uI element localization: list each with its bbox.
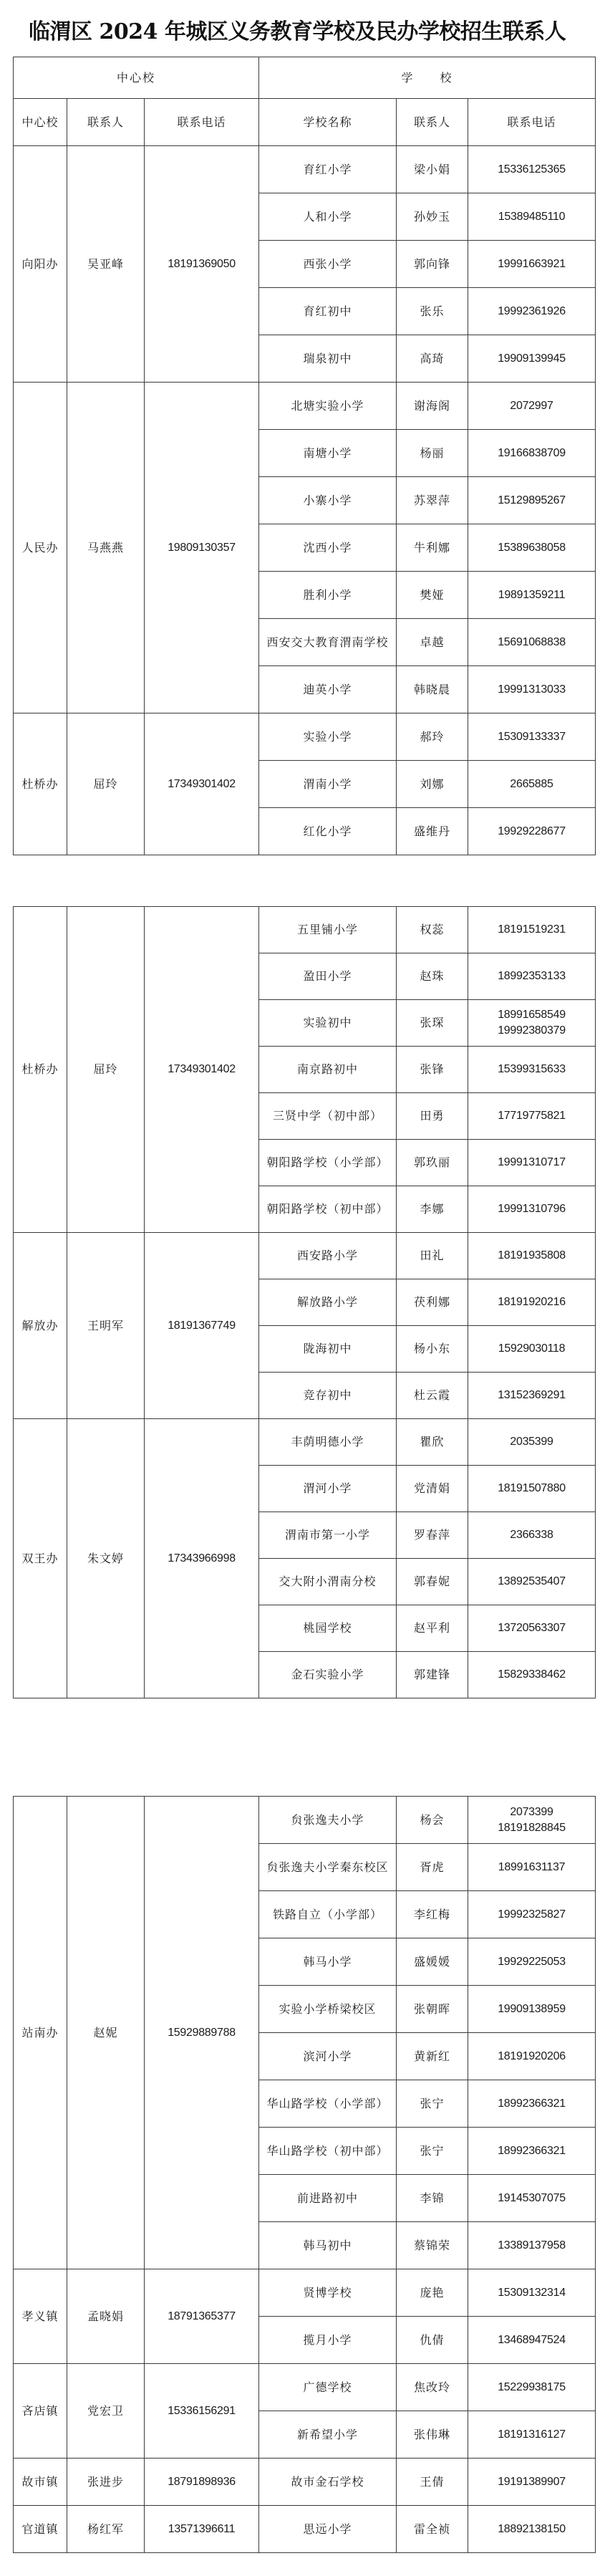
school-name: 红化小学 [259,808,397,855]
school-contact-phone [468,2506,596,2553]
table-row [14,907,596,953]
school-contact-phone [468,430,596,477]
school-contact-person: 谢海阁 [397,383,468,430]
school-contact-phone [468,907,596,953]
school-contact-person: 郝玲 [397,713,468,761]
school-name: 故市金石学校 [259,2459,397,2506]
school-contact-person: 赵平利 [397,1605,468,1652]
school-contact-phone [468,2459,596,2506]
school-contact-phone [468,619,596,666]
school-contact-phone [468,1891,596,1938]
school-contact-person: 赵珠 [397,953,468,1000]
center-school-name: 故市镇 [14,2459,67,2506]
school-contact-phone [468,1186,596,1233]
table-row [14,2364,596,2411]
school-name: 华山路学校（初中部） [259,2128,397,2175]
phone-number: 19929225053 [498,1955,566,1968]
school-name: 北塘实验小学 [259,383,397,430]
school-name: 华山路学校（小学部） [259,2080,397,2128]
school-name: 金石实验小学 [259,1652,397,1698]
school-contact-phone [468,1233,596,1279]
phone-number: 15691068838 [498,635,566,648]
school-name: 瑞泉初中 [259,335,397,383]
contact-table-2 [13,906,596,1698]
table-row [14,1233,596,1279]
school-contact-person: 庞艳 [397,2269,468,2317]
school-name: 迪英小学 [259,666,397,713]
school-contact-person: 李红梅 [397,1891,468,1938]
school-name: 桃园学校 [259,1605,397,1652]
phone-number: 2072997 [510,399,553,412]
school-contact-person: 卓越 [397,619,468,666]
school-contact-phone [468,2364,596,2411]
school-contact-person: 韩晓晨 [397,666,468,713]
phone-number: 18992353133 [498,970,566,982]
school-name: 贠张逸夫小学 [259,1797,397,1844]
center-contact-phone: 17349301402 [145,907,259,1233]
school-name: 胜利小学 [259,572,397,619]
header-center-phone: 联系电话 [145,99,259,146]
school-contact-phone [468,1605,596,1652]
school-name: 贤博学校 [259,2269,397,2317]
school-contact-phone [468,524,596,572]
school-contact-person: 杨小东 [397,1326,468,1373]
phone-number: 18191935808 [498,1249,566,1261]
center-contact-phone: 15929889788 [145,1797,259,2269]
phone-number: 19145307075 [498,2191,566,2204]
center-contact-person: 杨红军 [67,2506,145,2553]
phone-number: 19991310796 [498,1203,566,1215]
table-row [14,383,596,430]
center-contact-person: 赵妮 [67,1797,145,2269]
phone-number-secondary: 19992380379 [498,1024,566,1037]
phone-number: 15389638058 [498,541,566,554]
center-contact-person: 王明军 [67,1233,145,1419]
phone-number: 2665885 [510,777,553,790]
school-name: 思远小学 [259,2506,397,2553]
school-contact-phone [468,1419,596,1466]
center-contact-phone: 17349301402 [145,713,259,855]
school-contact-person: 苏翠萍 [397,477,468,524]
school-contact-person: 郭向锋 [397,241,468,288]
phone-number: 19891359211 [498,588,566,601]
center-contact-person: 朱文婷 [67,1419,145,1698]
school-name: 渭南小学 [259,761,397,808]
school-name: 三贤中学（初中部） [259,1093,397,1140]
phone-number: 19909138959 [498,2002,566,2015]
school-contact-person: 杜云霞 [397,1373,468,1419]
center-school-name: 孝义镇 [14,2269,67,2364]
school-name: 解放路小学 [259,1279,397,1326]
school-contact-person: 高琦 [397,335,468,383]
phone-number: 15336125365 [498,163,566,176]
school-name: 朝阳路学校（小学部） [259,1140,397,1186]
phone-number: 19166838709 [498,446,566,459]
phone-number: 15229938175 [498,2380,566,2393]
phone-number: 15129895267 [498,494,566,506]
header-center-contact: 联系人 [67,99,145,146]
school-contact-phone [468,953,596,1000]
school-name: 竞存初中 [259,1373,397,1419]
school-contact-phone [468,335,596,383]
phone-number: 15389485110 [498,210,566,223]
center-contact-phone: 18191369050 [145,146,259,383]
center-contact-person: 党宏卫 [67,2364,145,2459]
school-contact-phone [468,2080,596,2128]
school-contact-person: 张宁 [397,2080,468,2128]
center-contact-person: 马燕燕 [67,383,145,713]
center-contact-phone: 18791365377 [145,2269,259,2364]
school-name: 贠张逸夫小学秦东校区 [259,1844,397,1891]
school-name: 实验初中 [259,1000,397,1047]
school-name: 沈西小学 [259,524,397,572]
center-school-name: 向阳办 [14,146,67,383]
school-name: 丰荫明德小学 [259,1419,397,1466]
school-contact-person: 张锋 [397,1047,468,1093]
phone-number: 17719775821 [498,1110,566,1122]
center-school-name: 站南办 [14,1797,67,2269]
school-name: 实验小学桥梁校区 [259,1986,397,2033]
school-contact-person: 焦改玲 [397,2364,468,2411]
school-contact-person: 田礼 [397,1233,468,1279]
school-contact-phone [468,572,596,619]
phone-number: 18991631137 [498,1860,566,1873]
school-contact-person: 黄新红 [397,2033,468,2080]
school-contact-person: 蔡锦荣 [397,2222,468,2269]
phone-number: 13720563307 [498,1622,566,1634]
school-contact-phone [468,808,596,855]
school-contact-person: 樊娅 [397,572,468,619]
school-contact-person: 李娜 [397,1186,468,1233]
school-name: 韩马初中 [259,2222,397,2269]
phone-number: 13389137958 [498,2239,566,2251]
school-contact-phone [468,1047,596,1093]
school-contact-person: 党清娟 [397,1466,468,1512]
school-contact-person: 张乐 [397,288,468,335]
phone-number-secondary: 18191828845 [498,1821,566,1834]
school-contact-phone [468,1559,596,1605]
phone-number: 19909139945 [498,352,566,365]
school-contact-phone [468,383,596,430]
school-name: 盈田小学 [259,953,397,1000]
school-contact-person: 郭玖丽 [397,1140,468,1186]
school-contact-phone [468,1652,596,1698]
center-contact-phone: 13571396611 [145,2506,259,2553]
school-name: 西张小学 [259,241,397,288]
school-name: 前进路初中 [259,2175,397,2222]
school-contact-phone [468,2317,596,2364]
center-school-name: 双王办 [14,1419,67,1698]
phone-number: 18191920206 [498,2049,566,2062]
phone-number: 15829338462 [498,1668,566,1681]
school-contact-phone [468,193,596,241]
school-contact-person: 孙妙玉 [397,193,468,241]
school-contact-phone [468,1000,596,1047]
school-name: 育红小学 [259,146,397,193]
header-school-name: 学校名称 [259,99,397,146]
school-contact-person: 杨丽 [397,430,468,477]
school-name: 渭南市第一小学 [259,1512,397,1559]
center-contact-person: 吴亚峰 [67,146,145,383]
table-row [14,713,596,761]
school-contact-phone [468,1938,596,1986]
school-contact-person: 茯利娜 [397,1279,468,1326]
phone-number: 19992325827 [498,1908,566,1921]
center-school-name: 官道镇 [14,2506,67,2553]
school-contact-person: 张琛 [397,1000,468,1047]
center-school-name: 人民办 [14,383,67,713]
school-name: 广德学校 [259,2364,397,2411]
school-contact-person: 梁小娟 [397,146,468,193]
school-contact-phone [468,1844,596,1891]
school-contact-phone [468,146,596,193]
school-contact-person: 盛维丹 [397,808,468,855]
school-name: 南塘小学 [259,430,397,477]
school-contact-person: 张朝晖 [397,1986,468,2033]
center-contact-phone: 15336156291 [145,2364,259,2459]
table-row [14,1797,596,1844]
school-contact-phone [468,2128,596,2175]
school-contact-phone [468,477,596,524]
center-contact-phone: 19809130357 [145,383,259,713]
school-contact-person: 雷全祯 [397,2506,468,2553]
center-contact-person: 屈玲 [67,713,145,855]
table-row [14,2459,596,2506]
school-contact-phone [468,1093,596,1140]
school-contact-phone [468,1986,596,2033]
school-name: 实验小学 [259,713,397,761]
center-contact-person: 屈玲 [67,907,145,1233]
school-contact-phone [468,288,596,335]
phone-number: 18892138150 [498,2522,566,2535]
phone-number: 19191389907 [498,2475,566,2488]
school-contact-person: 胥虎 [397,1844,468,1891]
phone-number: 2366338 [510,1529,553,1541]
center-school-name: 解放办 [14,1233,67,1419]
school-name: 小寨小学 [259,477,397,524]
school-name: 西安路小学 [259,1233,397,1279]
school-contact-person: 刘娜 [397,761,468,808]
school-name: 揽月小学 [259,2317,397,2364]
school-name: 滨河小学 [259,2033,397,2080]
phone-number: 2035399 [510,1436,553,1448]
header-center: 中心校 [14,99,67,146]
center-contact-person: 张进步 [67,2459,145,2506]
center-contact-person: 孟晓娟 [67,2269,145,2364]
center-contact-phone: 18191367749 [145,1233,259,1419]
phone-number: 19991663921 [498,257,566,270]
center-school-name: 吝店镇 [14,2364,67,2459]
school-contact-phone [468,2222,596,2269]
school-name: 朝阳路学校（初中部） [259,1186,397,1233]
school-contact-phone [468,1373,596,1419]
phone-number: 18191920216 [498,1296,566,1308]
phone-number: 19992361926 [498,304,566,317]
school-contact-person: 王倩 [397,2459,468,2506]
contact-table-3 [13,1796,596,2553]
school-contact-person: 罗春萍 [397,1512,468,1559]
school-contact-phone [468,1140,596,1186]
school-contact-person: 杨会 [397,1797,468,1844]
table-row [14,2506,596,2553]
page-title: 临渭区 2024 年城区义务教育学校及民办学校招生联系人 [29,19,566,44]
school-contact-phone [468,761,596,808]
school-name: 南京路初中 [259,1047,397,1093]
school-contact-person: 张伟琳 [397,2411,468,2459]
phone-number: 15929030118 [498,1342,566,1355]
center-contact-phone: 18791898936 [145,2459,259,2506]
school-contact-phone [468,1797,596,1844]
phone-number: 19991310717 [498,1156,566,1168]
header-group-row [14,57,596,99]
header-center-school-group: 中心校 [14,57,259,99]
school-contact-person: 郭建锋 [397,1652,468,1698]
school-name: 韩马小学 [259,1938,397,1986]
phone-number: 18191316127 [498,2428,566,2441]
table-row [14,1419,596,1466]
school-contact-phone [468,2411,596,2459]
school-contact-phone [468,713,596,761]
school-contact-phone [468,1466,596,1512]
phone-number: 2073399 [510,1805,553,1818]
school-contact-person: 瞿欣 [397,1419,468,1466]
school-contact-phone [468,1326,596,1373]
phone-number: 13468947524 [498,2333,566,2346]
school-contact-phone [468,241,596,288]
school-name: 人和小学 [259,193,397,241]
phone-number: 13152369291 [498,1389,566,1401]
phone-number: 18991658549 [498,1009,566,1021]
phone-number: 15309133337 [498,730,566,743]
school-contact-phone [468,1512,596,1559]
school-name: 陇海初中 [259,1326,397,1373]
table-row [14,146,596,193]
phone-number: 19929228677 [498,825,566,837]
phone-number: 19991313033 [498,683,566,696]
center-school-name: 杜桥办 [14,713,67,855]
school-contact-person: 李锦 [397,2175,468,2222]
table-row [14,2269,596,2317]
phone-number: 15399315633 [498,1063,566,1075]
phone-number: 18191519231 [498,923,566,936]
school-contact-person: 郭春妮 [397,1559,468,1605]
school-name: 五里铺小学 [259,907,397,953]
school-contact-person: 牛利娜 [397,524,468,572]
school-name: 新希望小学 [259,2411,397,2459]
header-school-contact: 联系人 [397,99,468,146]
school-contact-phone [468,2175,596,2222]
school-contact-phone [468,2269,596,2317]
phone-number: 13892535407 [498,1575,566,1587]
header-school-group: 学 校 [259,57,596,99]
header-school-phone: 联系电话 [468,99,596,146]
phone-number: 18992366321 [498,2097,566,2110]
school-name: 渭河小学 [259,1466,397,1512]
school-contact-person: 权蕊 [397,907,468,953]
center-contact-phone: 17343966998 [145,1419,259,1698]
school-contact-phone [468,2033,596,2080]
school-contact-phone [468,666,596,713]
school-contact-person: 张宁 [397,2128,468,2175]
school-contact-person: 盛媛媛 [397,1938,468,1986]
school-contact-person: 田勇 [397,1093,468,1140]
school-name: 西安交大教育渭南学校 [259,619,397,666]
phone-number: 18191507880 [498,1482,566,1494]
phone-number: 18992366321 [498,2144,566,2157]
school-contact-phone [468,1279,596,1326]
contact-table-1 [13,57,596,855]
school-name: 育红初中 [259,288,397,335]
school-name: 铁路自立（小学部） [259,1891,397,1938]
header-column-row [14,99,596,146]
phone-number: 15309132314 [498,2286,566,2299]
school-contact-person: 仇倩 [397,2317,468,2364]
school-name: 交大附小渭南分校 [259,1559,397,1605]
center-school-name: 杜桥办 [14,907,67,1233]
